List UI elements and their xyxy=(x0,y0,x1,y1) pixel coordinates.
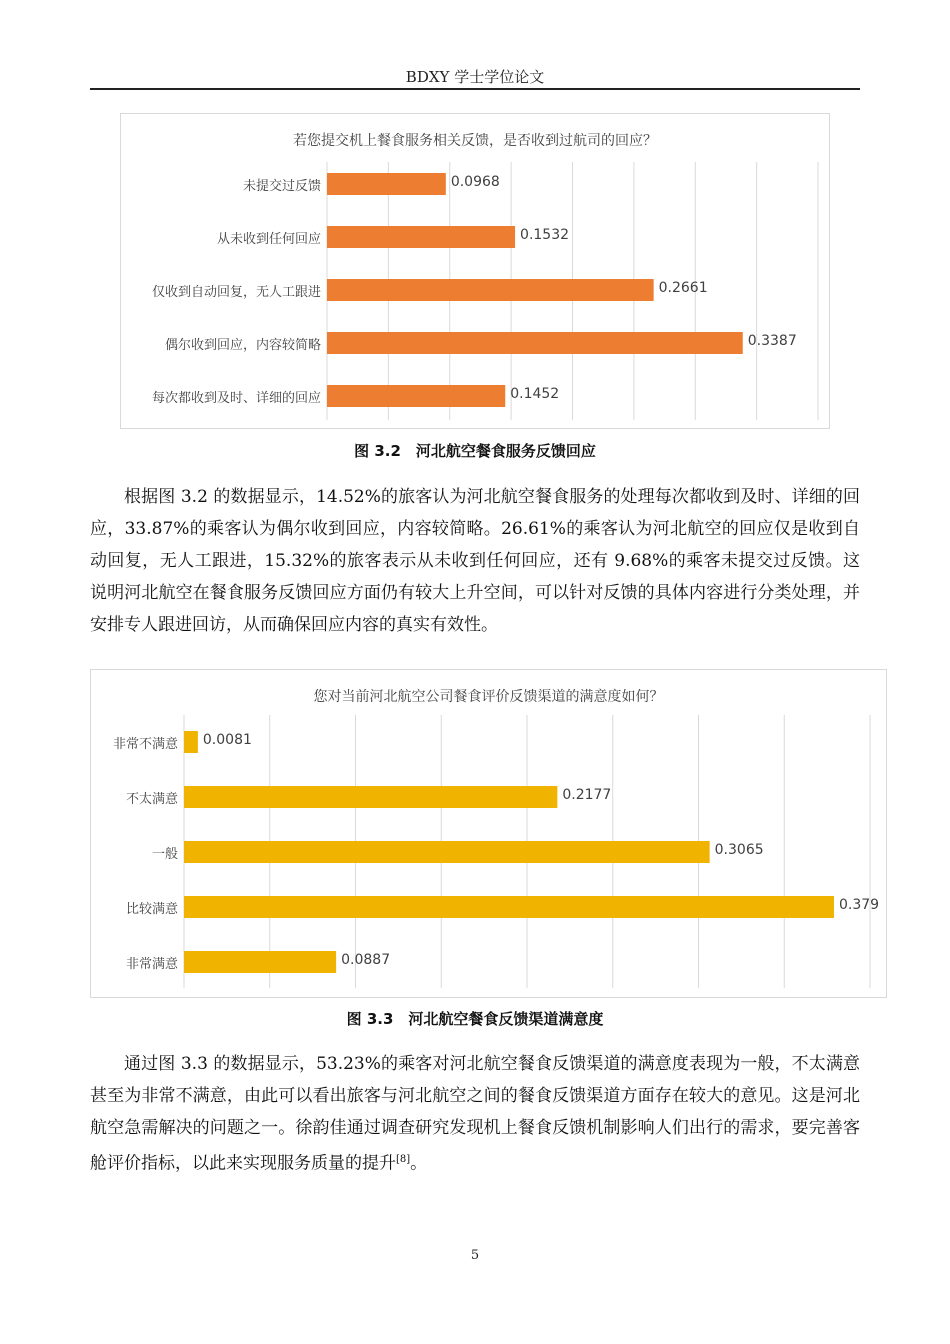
value-label: 0.3387 xyxy=(747,333,797,349)
chart-plot-area xyxy=(91,670,886,997)
bar xyxy=(184,896,834,918)
bar xyxy=(184,951,336,973)
body-paragraph: 根据图 3.2 的数据显示，14.52%的旅客认为河北航空餐食服务的处理每次都收到及时、详细的回应，33.87%的乘客认为偶尔收到回应，内容较简略。26.61%的乘客认为河北航空的回应仅是收到自动回复，无人工跟进，15.32%的旅客表示从未收到任何回应，还有 9.68%的乘客未提交过反馈。这说明河北航空在餐食服务反馈回应方面仍有较大上升空间，可以针对反馈的具体内容进行分类处理，并安排专人跟进回访，从而确保回应内容的真实有效性。 xyxy=(90,487,860,635)
category-label: 未提交过反馈 xyxy=(242,179,321,194)
category-label: 每次都收到及时、详细的回应 xyxy=(151,391,321,406)
bar xyxy=(184,841,710,863)
feedback-response-chart xyxy=(120,113,830,429)
value-label: 0.0968 xyxy=(450,174,500,190)
bar xyxy=(184,731,198,753)
chart-title: 您对当前河北航空公司餐食评价反馈渠道的满意度如何？ xyxy=(313,689,664,705)
category-label: 比较满意 xyxy=(125,902,178,917)
category-label: 从未收到任何回应 xyxy=(216,232,321,247)
bar xyxy=(327,226,515,248)
value-label: 0.379 xyxy=(838,897,880,913)
value-label: 0.2661 xyxy=(658,280,708,296)
category-label: 一般 xyxy=(151,847,178,862)
value-label: 0.1452 xyxy=(510,386,560,402)
category-label: 非常满意 xyxy=(125,957,178,972)
chart-plot-area xyxy=(121,114,829,428)
bar xyxy=(327,173,446,195)
feedback-channel-satisfaction-chart xyxy=(90,669,887,998)
running-header: BDXY 学士学位论文 xyxy=(405,68,545,86)
bar xyxy=(327,385,505,407)
header-rule xyxy=(90,88,860,90)
value-label: 0.0887 xyxy=(341,952,391,968)
paragraph-end: 。 xyxy=(410,1153,428,1174)
paragraph-text: 通过图 3.3 的数据显示，53.23%的乘客对河北航空餐食反馈渠道的满意度表现为一般，不太满意甚至为非常不满意，由此可以看出旅客与河北航空之间的餐食反馈渠道方面存在较大的意见。这是河北航空急需解决的问题之一。徐韵佳通过调查研究发现机上餐食反馈机制影响人们出行的需求，要完善客舱评价指标，以此来实现服务质量的提升 xyxy=(90,1054,860,1174)
value-label: 0.0081 xyxy=(202,732,252,748)
bar xyxy=(327,279,654,301)
category-label: 不太满意 xyxy=(125,792,178,807)
category-label: 偶尔收到回应，内容较简略 xyxy=(164,338,321,353)
category-label: 非常不满意 xyxy=(112,737,178,752)
value-label: 0.2177 xyxy=(562,787,612,803)
body-paragraph xyxy=(90,1048,860,1180)
bar xyxy=(184,786,557,808)
figure-caption: 图 3.2 河北航空餐食服务反馈回应 xyxy=(354,442,596,460)
page-number: 5 xyxy=(470,1248,480,1263)
chart-title: 若您提交机上餐食服务相关反馈，是否收到过航司的回应？ xyxy=(293,133,657,149)
citation: [8] xyxy=(396,1154,411,1165)
value-label: 0.1532 xyxy=(520,227,570,243)
value-label: 0.3065 xyxy=(714,842,764,858)
bar xyxy=(327,332,743,354)
category-label: 仅收到自动回复，无人工跟进 xyxy=(151,285,321,300)
figure-caption: 图 3.3 河北航空餐食反馈渠道满意度 xyxy=(346,1010,604,1028)
